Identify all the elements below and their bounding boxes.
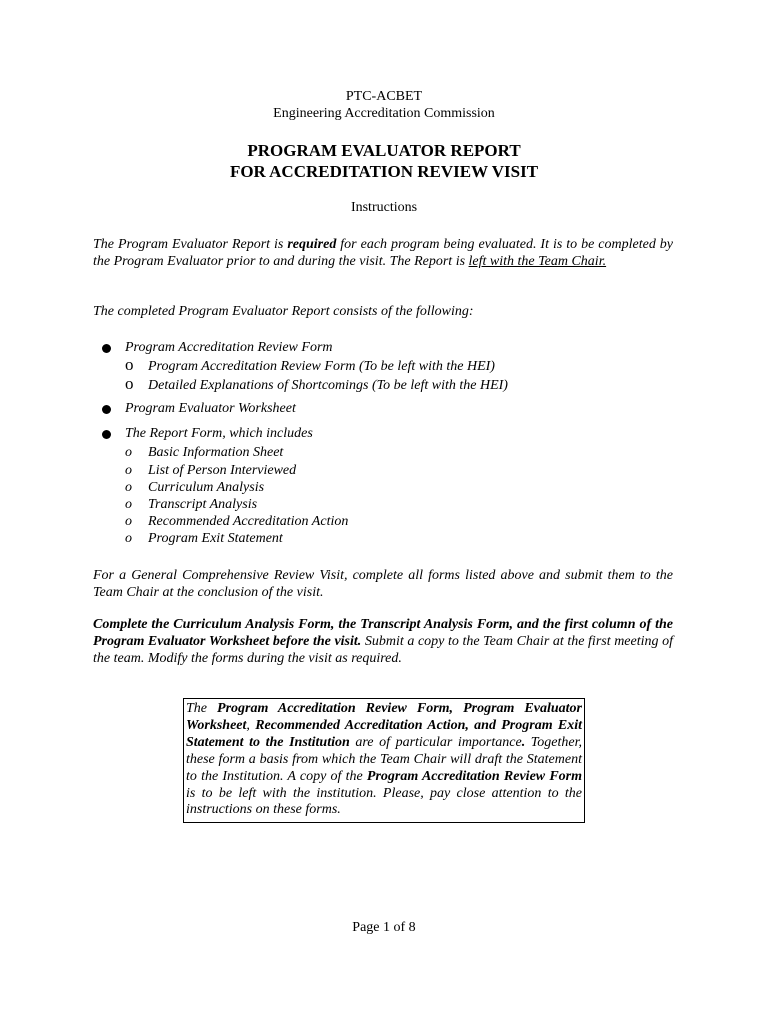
intro-text-1: The Program Evaluator Report is xyxy=(93,237,288,252)
intro-paragraph xyxy=(93,236,673,270)
consists-paragraph: The completed Program Evaluator Report consists of the following: xyxy=(93,304,474,319)
title-line-1: PROGRAM EVALUATOR REPORT xyxy=(247,141,521,160)
sub-list-item-label: Transcript Analysis xyxy=(148,497,258,512)
required-emphasis: required xyxy=(287,237,337,252)
sub-list-item-label: Basic Information Sheet xyxy=(148,445,284,460)
note-text: The xyxy=(186,701,218,716)
sub-bullet-icon: o xyxy=(125,374,134,393)
sub-bullet-icon: o xyxy=(125,514,132,529)
sub-list-item xyxy=(125,496,258,513)
sub-bullet-icon: o xyxy=(125,463,132,478)
note-emphasis: Program Accreditation Review Form xyxy=(366,768,582,784)
bullet-icon xyxy=(102,344,111,353)
comprehensive-visit-paragraph: For a General Comprehensive Review Visit, complete all forms listed above and submit them to the Team Chair at the conclusion of the visit. xyxy=(93,568,673,600)
sub-list-item xyxy=(125,462,297,479)
note-emphasis: Recommended Accreditation Action, and Program Exit Statement to the Institution xyxy=(186,717,583,750)
sub-list-item xyxy=(125,444,284,461)
sub-list-item-label: Recommended Accreditation Action xyxy=(148,514,349,529)
page-number: Page 1 of 8 xyxy=(352,920,416,935)
title-line-2: FOR ACCREDITATION REVIEW VISIT xyxy=(229,162,539,181)
document-title xyxy=(0,140,768,182)
note-emphasis: . xyxy=(521,734,526,750)
before-visit-text: Submit a copy to the Team Chair at the first meeting of the team. Modify the forms during the visit as required. xyxy=(93,634,673,666)
sub-list-item xyxy=(125,513,349,530)
commission-name: Engineering Accreditation Commission xyxy=(273,106,495,121)
sub-bullet-icon: o xyxy=(125,355,134,374)
bullet-icon xyxy=(102,405,111,414)
sub-list-item-label: Detailed Explanations of Shortcomings (To be left with the HEI) xyxy=(148,378,508,393)
note-text: are of particular importance xyxy=(349,734,522,750)
list-item xyxy=(125,339,333,356)
sub-list-item-label: Program Exit Statement xyxy=(148,531,283,546)
list-item xyxy=(125,425,313,442)
sub-list-item-label: Curriculum Analysis xyxy=(148,480,265,495)
sub-bullet-icon: o xyxy=(125,531,132,546)
list-item xyxy=(125,400,296,417)
note-text: , xyxy=(246,717,256,733)
sub-list-item xyxy=(125,374,508,394)
before-visit-emphasis: Complete the Curriculum Analysis Form, the Transcript Analysis Form, and the first column of the Program Evaluator Worksheet before the visit. xyxy=(93,617,673,649)
importance-note-box xyxy=(183,698,585,823)
intro-text-2: for each program being evaluated. It is to be completed by the Program Evaluator prior to and during the visit. The Report is xyxy=(93,237,673,269)
list-item-label: The Report Form, which includes xyxy=(125,426,313,441)
sub-list-item xyxy=(125,355,495,375)
sub-list-item xyxy=(125,479,265,496)
sub-bullet-icon: o xyxy=(125,480,132,495)
bullet-icon xyxy=(102,430,111,439)
note-emphasis: Program Accreditation Review Form, Program Evaluator Worksheet xyxy=(186,701,582,733)
instructions-heading: Instructions xyxy=(350,200,418,215)
sub-list-item xyxy=(125,530,283,547)
list-item-label: Program Evaluator Worksheet xyxy=(125,401,296,416)
sub-list-item-label: List of Person Interviewed xyxy=(148,463,297,478)
list-item-label: Program Accreditation Review Form xyxy=(125,340,333,355)
left-with-team-chair-underlined: left with the Team Chair. xyxy=(468,254,607,269)
org-name: PTC-ACBET xyxy=(345,89,423,104)
sub-list-item-label: Program Accreditation Review Form (To be left with the HEI) xyxy=(148,359,495,374)
document-header xyxy=(0,88,768,122)
sub-bullet-icon: o xyxy=(125,497,132,512)
sub-bullet-icon: o xyxy=(125,445,132,460)
note-text: Together, these form a basis from which the Team Chair will draft the Statement to the Institution. A copy of the xyxy=(186,734,582,784)
note-text: is to be left with the institution. Please, pay close attention to the instructions on these forms. xyxy=(186,785,582,818)
before-visit-paragraph xyxy=(93,616,673,667)
